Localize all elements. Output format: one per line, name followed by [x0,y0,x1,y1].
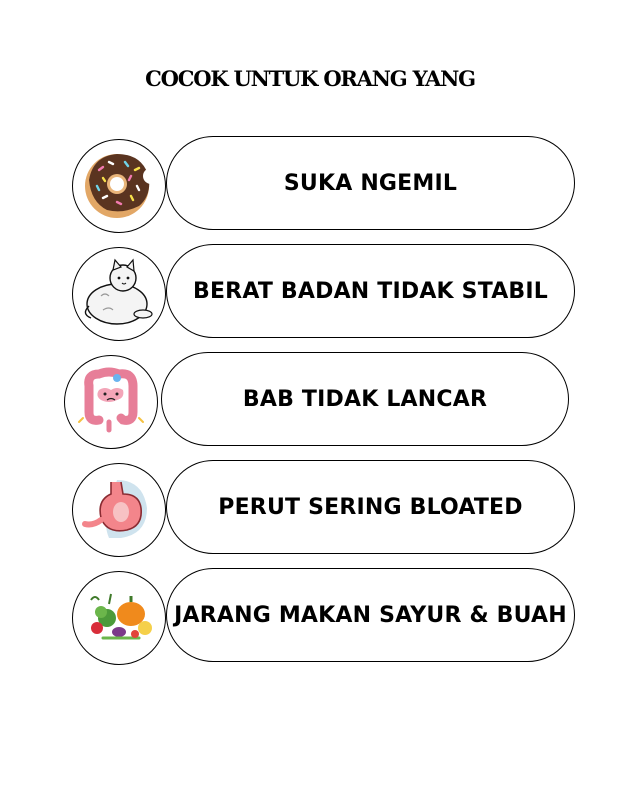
vegetables-icon [73,572,164,663]
item-label: BERAT BADAN TIDAK STABIL [192,278,548,304]
item-pill [166,244,575,338]
page-title: COCOK UNTUK ORANG YANG [145,66,475,91]
item-pill [161,352,569,446]
item-label: SUKA NGEMIL [283,170,458,196]
list-item [0,244,640,344]
icon-circle [72,139,166,233]
icon-circle [72,247,166,341]
stomach-icon [73,464,164,555]
icon-circle [64,355,158,449]
donut-icon [73,140,164,231]
item-pill [166,136,575,230]
item-label: PERUT SERING BLOATED [218,494,523,520]
icon-circle [72,463,166,557]
item-label: JARANG MAKAN SAYUR & BUAH [174,602,567,628]
item-pill [166,568,575,662]
fat-cat-icon [73,248,164,339]
list-item [0,460,640,560]
list-item [0,352,640,452]
item-label: BAB TIDAK LANCAR [242,386,488,412]
intestine-icon [65,356,156,447]
list-item [0,568,640,668]
icon-circle [72,571,166,665]
item-pill [166,460,575,554]
list-item [0,136,640,236]
